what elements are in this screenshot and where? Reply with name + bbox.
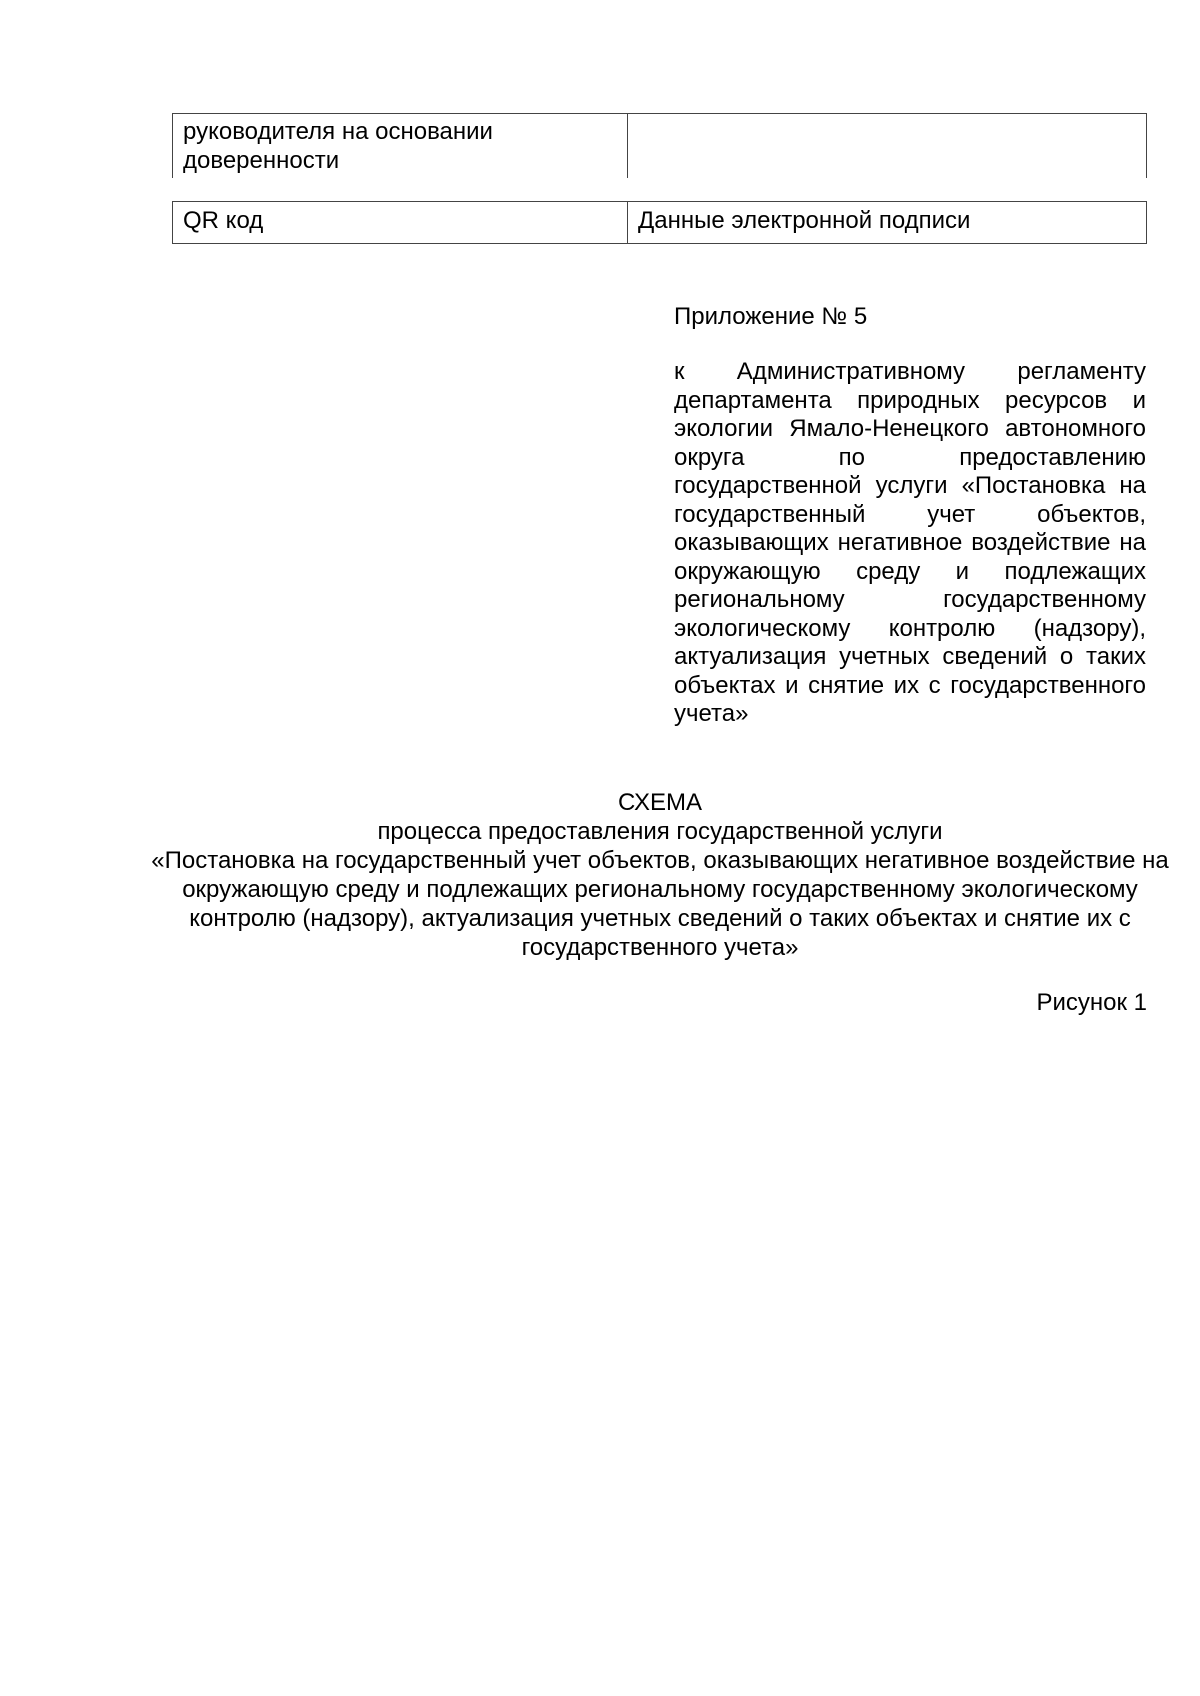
table-row: [173, 202, 1147, 244]
qr-code-cell: QR код: [173, 202, 628, 244]
scheme-subtitle: процесса предоставления государственной услуги: [377, 818, 943, 845]
table-cell-empty: [628, 114, 1147, 179]
e-signature-cell: Данные электронной подписи: [628, 202, 1147, 244]
qr-signature-table: [172, 201, 1147, 244]
appendix-text: к Административному регламенту департамента природных ресурсов и экологии Ямало-Ненецкого автономного округа по предоставлению государственной услуги «Постановка на государственный учет объектов, оказывающих негативное воздействие на окружающую среду и подлежащих региональному государственному экологическому контролю (надзору), актуализация учетных сведений о таких объектах и снятие их с государственного учета»: [674, 358, 1146, 727]
scheme-title: СХЕМА: [618, 789, 702, 816]
table-row: [173, 114, 1147, 179]
figure-label: Рисунок 1: [1036, 989, 1147, 1016]
scheme-service-name: «Постановка на государственный учет объектов, оказывающих негативное воздействие на окружающую среду и подлежащих региональному государственному экологическому контролю (надзору), актуализация учетных сведений о таких объектах и снятие их с государственного учета»: [151, 847, 1169, 961]
signature-table: [172, 113, 1147, 178]
table-cell-basis: руководителя на основании доверенности: [173, 114, 628, 179]
appendix-title: Приложение № 5: [674, 303, 868, 330]
